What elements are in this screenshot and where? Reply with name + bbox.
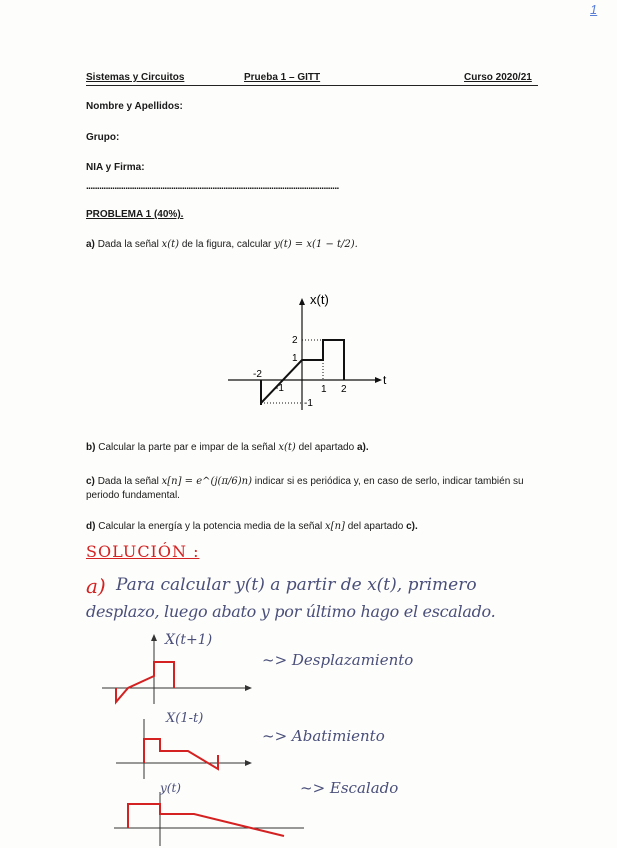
- question-b-label: b): [86, 442, 96, 453]
- solution-a-label: a): [86, 574, 106, 598]
- header-exam: Prueba 1 – GITT: [244, 72, 321, 83]
- question-d: [86, 520, 546, 534]
- plot-shift-trace: [116, 662, 174, 702]
- header-course: Sistemas y Circuitos: [86, 72, 185, 83]
- header-year: Curso 2020/21: [464, 72, 532, 83]
- question-a-math-2: y(t) = x(1 − t/2).: [274, 239, 358, 250]
- question-d-text-1: Calcular la energía y la potencia media de la señal: [98, 521, 326, 532]
- question-a-text-2: de la figura, calcular: [179, 239, 275, 250]
- plot-shift-y-arrow: [151, 634, 157, 641]
- plot-shift-note: ~> Desplazamiento: [262, 651, 414, 669]
- plot-scale: [108, 790, 308, 848]
- figure-x-label: t: [383, 373, 387, 387]
- plot-shift-label: X(t+1): [165, 632, 213, 648]
- tick-x-2: 2: [341, 384, 347, 395]
- question-c-label: c): [86, 476, 95, 487]
- question-a-text-1: Dada la señal: [97, 239, 162, 250]
- question-c-text-1: Dada la señal: [97, 476, 162, 487]
- name-field-label: Nombre y Apellidos:: [86, 101, 183, 112]
- figure-y-label: x(t): [310, 292, 329, 307]
- page-number: 1: [590, 2, 598, 17]
- question-d-ref: c).: [406, 521, 418, 532]
- question-a-math-1: x(t): [161, 239, 180, 250]
- plot-reverse-trace: [144, 739, 218, 769]
- nia-field-label: NIA y Firma:: [86, 162, 145, 173]
- plot-reverse-note: ~> Abatimiento: [262, 727, 385, 745]
- question-b-text-2: del apartado: [295, 442, 357, 453]
- plot-scale-label: y(t): [160, 781, 181, 795]
- header-rule: [86, 85, 538, 86]
- question-b: [86, 441, 546, 455]
- question-d-math: x[n]: [325, 521, 345, 532]
- plot-scale-trace: [128, 804, 284, 836]
- question-b-ref: a).: [356, 442, 369, 453]
- plot-reverse-label: X(1-t): [166, 711, 204, 726]
- figure-y-arrow: [299, 298, 305, 305]
- question-b-text: Calcular la parte par e impar de la señal: [98, 442, 279, 453]
- question-b-math: x(t): [278, 442, 296, 453]
- question-c-math: x[n] = e^(j(π/6)n): [161, 476, 252, 487]
- question-a: [86, 238, 546, 252]
- question-a-label: a): [86, 239, 95, 250]
- problem-title: PROBLEMA 1 (40%).: [86, 209, 184, 220]
- group-field-label: Grupo:: [86, 132, 120, 143]
- tick-x-1: 1: [321, 384, 327, 395]
- solution-line-1: Para calcular y(t) a partir de x(t), primero: [116, 575, 477, 595]
- tick-y-1: 1: [292, 353, 298, 364]
- tick-x-neg2: -2: [253, 369, 262, 380]
- plot-shift-x-arrow: [245, 685, 252, 691]
- plot-scale-note: ~> Escalado: [300, 779, 399, 797]
- tick-y-neg1: -1: [304, 398, 313, 409]
- solution-line-2: desplazo, luego abato y por último hago el escalado.: [86, 602, 496, 621]
- figure-x-arrow: [375, 377, 382, 383]
- question-c: [86, 475, 546, 503]
- tick-y-2: 2: [292, 335, 298, 346]
- signal-figure: [220, 288, 400, 418]
- solution-heading: SOLUCIÓN :: [86, 542, 200, 561]
- question-c-text-2: indicar si es periódica y, en caso de serlo, indicar también su periodo fundamental.: [86, 476, 524, 501]
- plot-reverse-x-arrow: [245, 760, 252, 766]
- question-d-text-2: del apartado: [344, 521, 407, 532]
- tick-x-neg1: -1: [275, 383, 284, 394]
- question-d-label: d): [86, 521, 96, 532]
- separator-dots: ....................................................................................................................: [86, 181, 339, 192]
